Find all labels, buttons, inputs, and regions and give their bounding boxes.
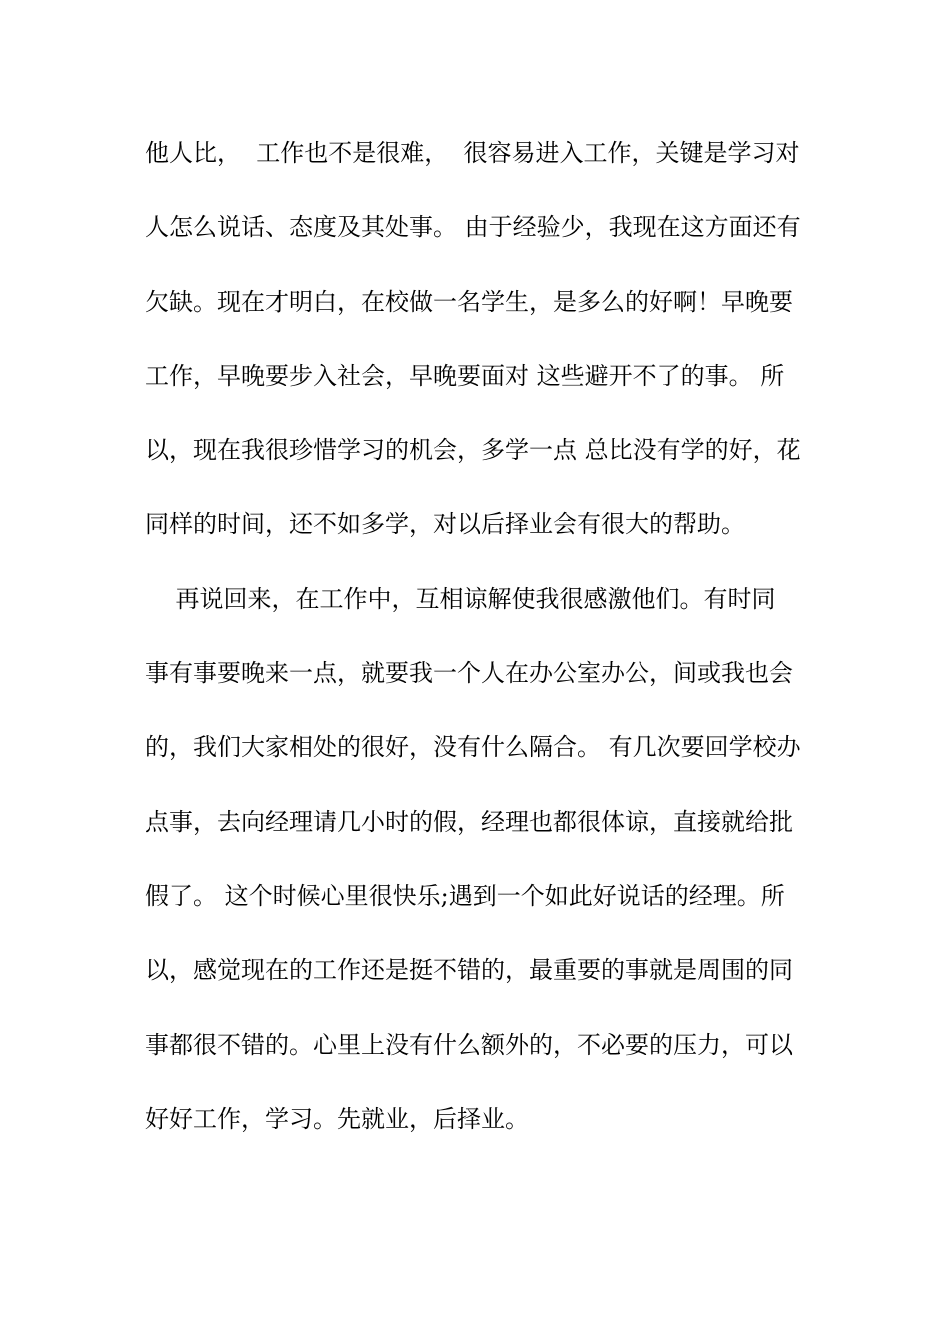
- text-line: 好好工作，学习。先就业，后择业。: [145, 1104, 529, 1133]
- text-line: 他人比， 工作也不是很难， 很容易进入工作，关键是学习对: [145, 139, 800, 167]
- body-text: [145, 128, 810, 1168]
- text-line: 工作，早晚要步入社会，早晚要面对 这些避开不了的事。 所: [145, 361, 785, 390]
- text-line: 假了。 这个时候心里很快乐;遇到一个如此好说话的经理。所: [145, 881, 785, 910]
- text-line: 欠缺。现在才明白，在校做一名学生，是多么的好啊！早晚要: [145, 287, 793, 316]
- text-line: 再说回来，在工作中，互相谅解使我很感激他们。有时同: [145, 584, 776, 613]
- text-line: 事有事要晚来一点，就要我一个人在办公室办公，间或我也会: [145, 659, 793, 688]
- text-line: 的，我们大家相处的很好，没有什么隔合。 有几次要回学校办: [145, 733, 801, 762]
- text-line: 以，现在我很珍惜学习的机会，多学一点 总比没有学的好，花: [145, 436, 801, 465]
- text-line: 事都很不错的。心里上没有什么额外的，不必要的压力，可以: [145, 1030, 793, 1059]
- text-line: 点事，去向经理请几小时的假，经理也都很体谅，直接就给批: [145, 807, 793, 836]
- text-line: 同样的时间，还不如多学，对以后择业会有很大的帮助。: [145, 510, 745, 539]
- text-line: 以，感觉现在的工作还是挺不错的，最重要的事就是周围的同: [145, 956, 793, 985]
- text-line: 人怎么说话、态度及其处事。 由于经验少，我现在这方面还有: [145, 213, 801, 242]
